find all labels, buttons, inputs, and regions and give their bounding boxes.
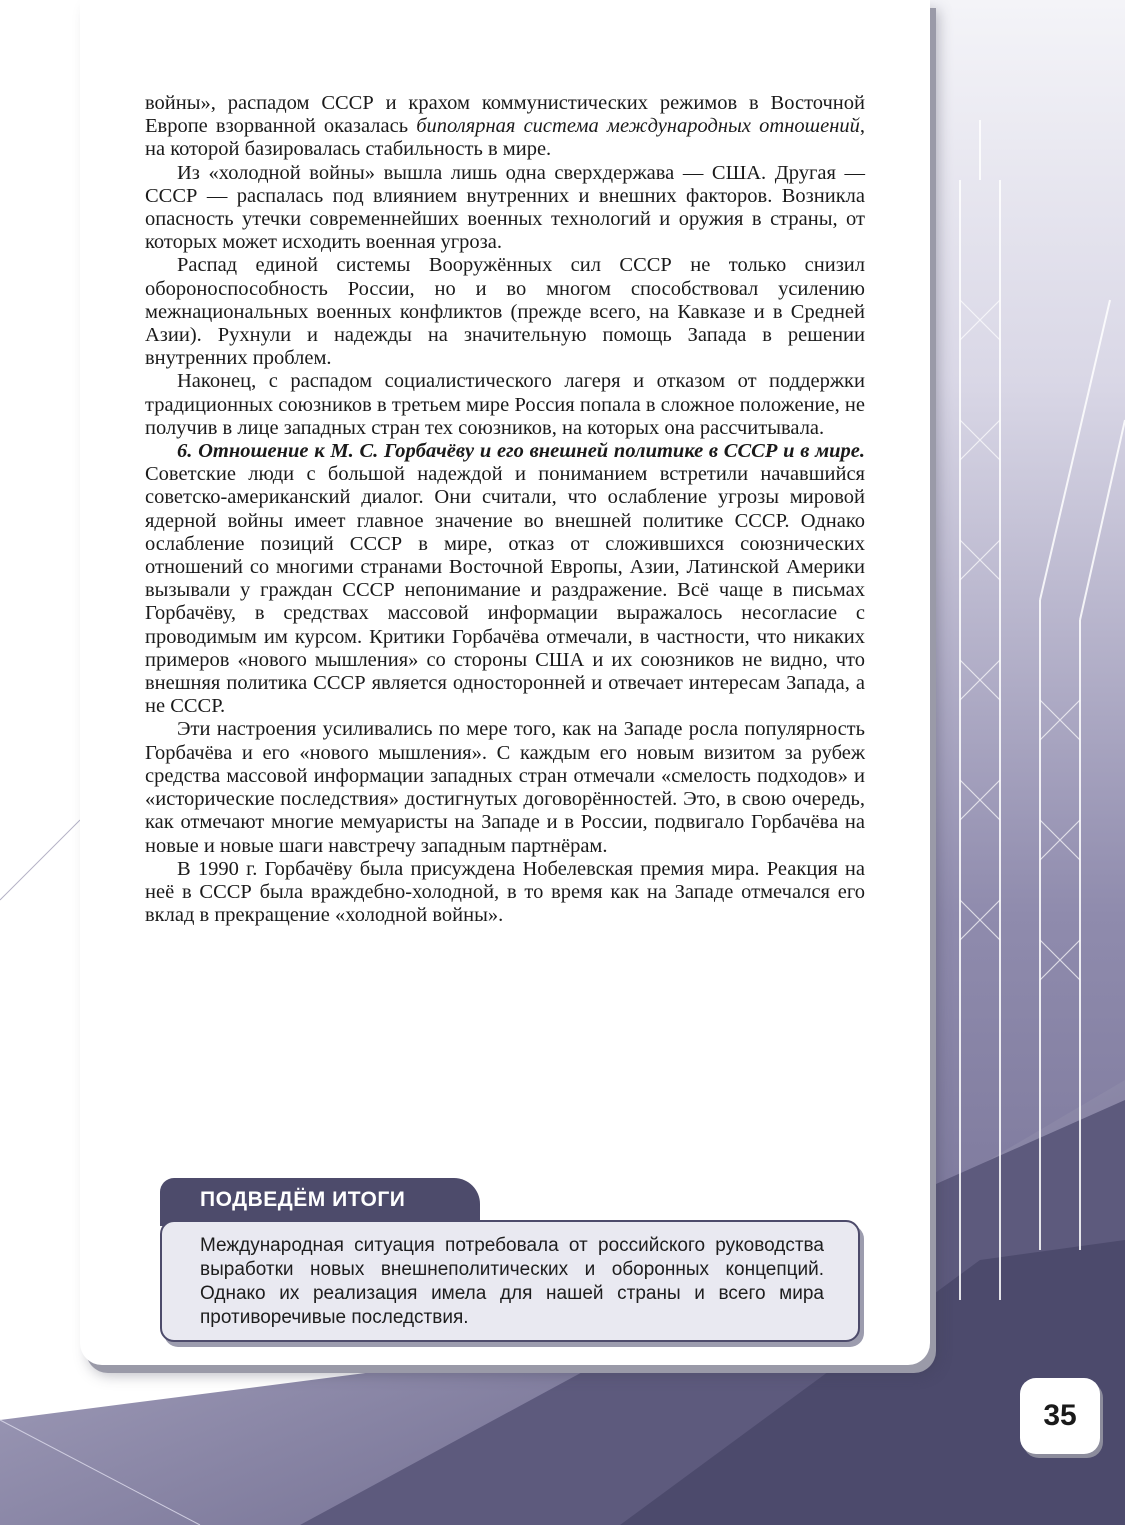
paragraph: Из «холодной войны» вышла лишь одна сверхдержава — США. Другая — СССР — распалась под влиянием внутренних и внешних факторов. Возникла опасность утечки современнейших военных технологий и оружия в страны, от которых может исходить военная угроза. — [145, 161, 865, 254]
paragraph: Распад единой системы Вооружённых сил СССР не только снизил обороноспособность России, но и во многом способствовал усилению межнациональных военных конфликтов (прежде всего, на Кавказе и в Средней Азии). Рухнули и надежды на значительную помощь Запада в решении внутренних проблем. — [145, 254, 865, 370]
main-text — [145, 92, 865, 927]
summary-title: ПОДВЕДЁМ ИТОГИ — [200, 1188, 406, 1211]
paragraph: Наконец, с распадом социалистического лагеря и отказом от поддержки традиционных союзников в третьем мире Россия попала в сложное положение, не получив в лице западных стран тех союзников, на которых она рассчитывала. — [145, 370, 865, 439]
summary-text: Международная ситуация потребовала от российского руководства выработки новых внешнеполитических и оборонных концепций. Однако их реализация имела для нашей страны и всего мира противоречивые последствия. — [200, 1235, 824, 1328]
paragraph: В 1990 г. Горбачёву была присуждена Нобелевская премия мира. Реакция на неё в СССР была враждебно-холодной, в то время как на Западе отмечался его вклад в прекращение «холодной войны». — [145, 857, 865, 927]
page-number: 35 — [1043, 1399, 1077, 1432]
section-heading: 6. Отношение к М. С. Горбачёву и его внешней политике в СССР и в мире. — [177, 440, 865, 463]
paragraph: Эти настроения усиливались по мере того, как на Западе росла популярность Горбачёва и его «нового мышления». С каждым его новым визитом за рубеж средства массовой информации западных стран отмечали «смелость подходов» и «исторические последствия» достигнутых договорённостей. Это, в свою очередь, как отмечают многие мемуаристы на Западе и в России, подвигало Горбачёва на новые и новые шаги навстречу западным партнёрам. — [145, 718, 865, 857]
summary-tab — [160, 1178, 480, 1226]
page-number-badge — [1020, 1378, 1100, 1454]
paragraph: войны», распадом СССР и крахом коммунистических режимов в Восточной Европе взорванной оказалась биполярная система международных отношений, на которой базировалась стабильность в мире. — [145, 92, 865, 161]
section-paragraph: 6. Отношение к М. С. Горбачёву и его внешней политике в СССР и в мире. Советские люди с большой надеждой и пониманием встретили начавшийся советско-американский диалог. Они считали, что ослабление угрозы мировой ядерной войны имеет главное значение во внешней политике СССР. Однако ослабление позиций СССР в мире, отказ от сложившихся союзнических отношений со многими странами Восточной Европы, Азии, Латинской Америки вызывали у граждан СССР непонимание и раздражение. Всё чаще в письмах Горбачёву, в средствах массовой информации выражалось несогласие с проводимым им курсом. Критики Горбачёва отмечали, в частности, что никаких примеров «нового мышления» со стороны США и их союзников не видно, что внешняя политика СССР является односторонней и отвечает интересам Запада, а не СССР. — [145, 440, 865, 718]
summary-box — [160, 1220, 860, 1342]
emphasis-text: биполярная система международных отношений — [416, 115, 860, 138]
